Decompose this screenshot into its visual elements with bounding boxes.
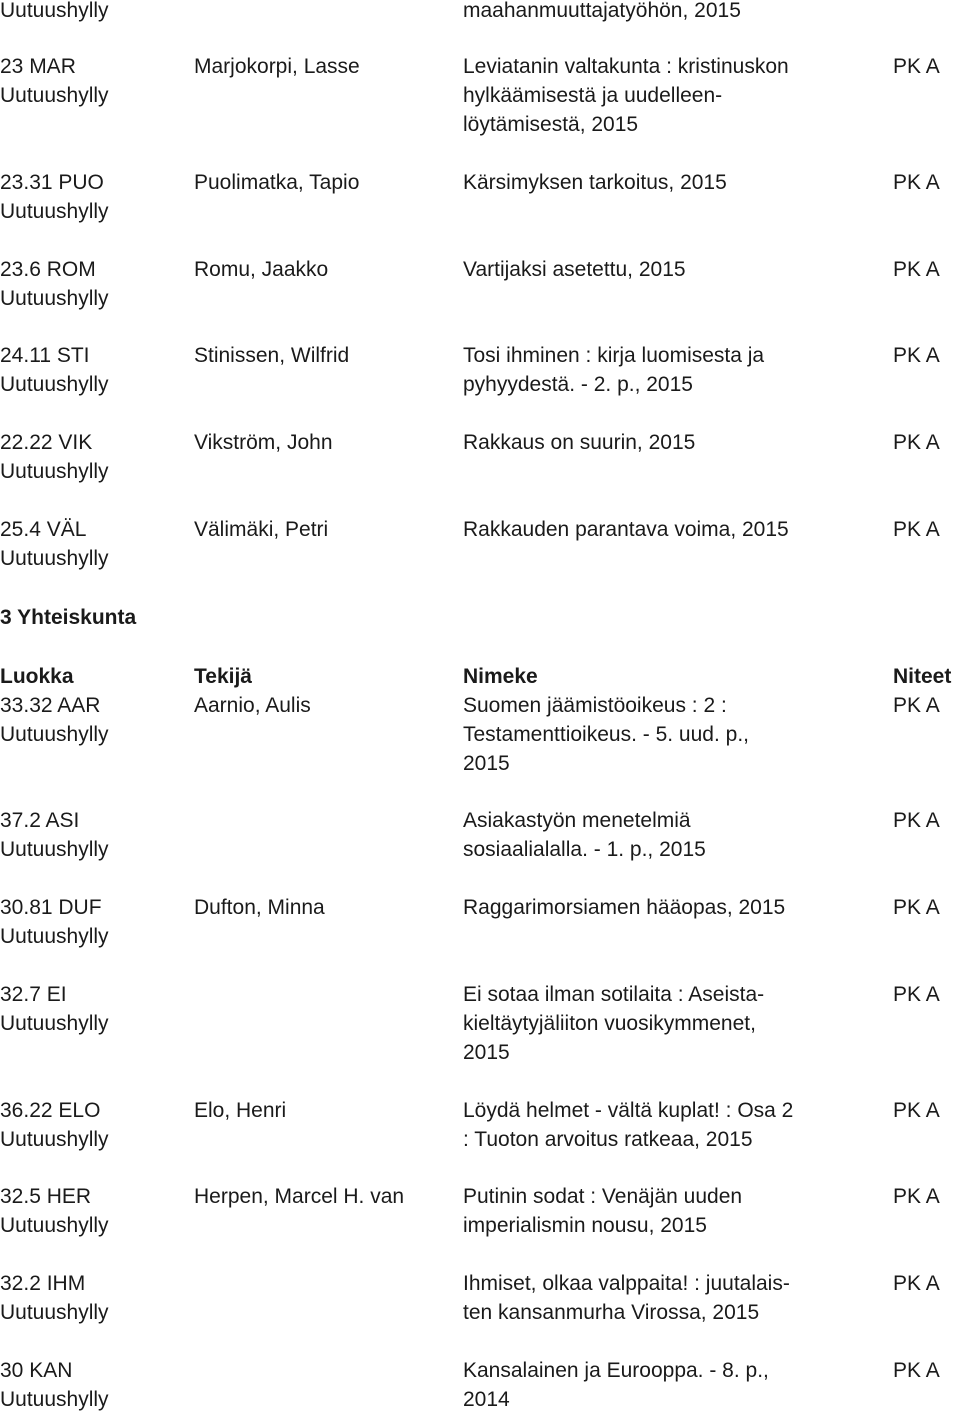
class-code: 30.81 DUF: [0, 896, 102, 919]
title-line: Ihmiset, olkaa valppaita! : juutalais-: [463, 1272, 790, 1295]
title-cell: [463, 1356, 843, 1414]
author-cell: Dufton, Minna: [194, 896, 325, 919]
catalog-row: [0, 255, 960, 313]
location-text: Uutuushylly: [0, 1012, 109, 1035]
title-cell: [463, 893, 843, 922]
title-line: Suomen jäämistöoikeus : 2 :: [463, 694, 727, 717]
title-line: Tosi ihminen : kirja luomisesta ja: [463, 344, 765, 367]
class-cell: [0, 1182, 185, 1240]
class-cell: [0, 1356, 185, 1414]
catalog-row: [0, 691, 960, 775]
class-cell: [0, 255, 185, 313]
location-text: Uutuushylly: [0, 287, 109, 310]
catalog-row: [0, 1269, 960, 1327]
title-line: Rakkaus on suurin, 2015: [463, 431, 696, 454]
class-cell: [0, 893, 185, 951]
notes-cell: PK A: [893, 344, 940, 367]
catalog-row: [0, 1182, 960, 1240]
catalog-row: [0, 52, 960, 136]
title-cell: [463, 1269, 843, 1327]
class-cell: [0, 691, 185, 749]
title-cell: [463, 1182, 843, 1240]
location-text: Uutuushylly: [0, 1214, 109, 1237]
title-cell: [463, 980, 843, 1067]
title-line: Raggarimorsiamen hääopas, 2015: [463, 896, 786, 919]
location-text: Uutuushylly: [0, 84, 109, 107]
title-line: 2015: [463, 752, 510, 775]
location-cell: [0, 0, 185, 25]
header-title: Nimeke: [463, 665, 538, 688]
title-cell: [463, 806, 843, 864]
class-cell: [0, 980, 185, 1038]
class-cell: [0, 515, 185, 573]
title-line: ten kansanmurha Virossa, 2015: [463, 1301, 760, 1324]
title-line: hylkäämisestä ja uudelleen-: [463, 84, 723, 107]
catalog-row: [0, 515, 960, 573]
title-cell: [463, 52, 843, 139]
class-cell: [0, 52, 185, 110]
title-line: kieltäytyjäliiton vuosikymmenet,: [463, 1012, 756, 1035]
title-line: Vartijaksi asetettu, 2015: [463, 258, 686, 281]
author-cell: Aarnio, Aulis: [194, 694, 311, 717]
notes-cell: PK A: [893, 171, 940, 194]
notes-cell: PK A: [893, 55, 940, 78]
catalog-row: [0, 1096, 960, 1154]
notes-cell: PK A: [893, 1272, 940, 1295]
title-line: sosiaalialalla. - 1. p., 2015: [463, 838, 706, 861]
title-cell: [463, 255, 843, 284]
catalog-row-partial: [0, 0, 960, 54]
title-line: imperialismin nousu, 2015: [463, 1214, 707, 1237]
title-cell: [463, 515, 843, 544]
class-code: 33.32 AAR: [0, 694, 101, 717]
title-cell: [463, 341, 843, 399]
title-line: Asiakastyön menetelmiä: [463, 809, 691, 832]
author-cell: Elo, Henri: [194, 1099, 287, 1122]
location-text: Uutuushylly: [0, 1388, 109, 1411]
notes-cell: PK A: [893, 809, 940, 832]
catalog-row: [0, 980, 960, 1064]
location-text: Uutuushylly: [0, 373, 109, 396]
class-code: 36.22 ELO: [0, 1099, 101, 1122]
title-line: 2014: [463, 1388, 510, 1411]
catalog-row: [0, 806, 960, 864]
notes-cell: PK A: [893, 983, 940, 1006]
class-code: 32.5 HER: [0, 1185, 92, 1208]
title-cell: [463, 168, 843, 197]
section-title: 3 Yhteiskunta: [0, 606, 137, 629]
author-cell: Puolimatka, Tapio: [194, 171, 360, 194]
catalog-row: [0, 1356, 960, 1414]
class-code: 32.7 EI: [0, 983, 67, 1006]
location-text: Uutuushylly: [0, 0, 109, 22]
title-line: löytämisestä, 2015: [463, 113, 639, 136]
title-line: maahanmuuttajatyöhön, 2015: [463, 0, 741, 22]
notes-cell: PK A: [893, 258, 940, 281]
class-cell: [0, 428, 185, 486]
catalog-row: [0, 168, 960, 226]
title-cell: [463, 1096, 843, 1154]
author-cell: Vikström, John: [194, 431, 333, 454]
title-line: pyhyydestä. - 2. p., 2015: [463, 373, 693, 396]
author-cell: Herpen, Marcel H. van: [194, 1185, 405, 1208]
class-cell: [0, 1096, 185, 1154]
header-author: Tekijä: [194, 665, 252, 688]
title-line: Kansalainen ja Eurooppa. - 8. p.,: [463, 1359, 769, 1382]
location-text: Uutuushylly: [0, 723, 109, 746]
class-code: 23.31 PUO: [0, 171, 104, 194]
class-cell: [0, 1269, 185, 1327]
title-line: Löydä helmet - vältä kuplat! : Osa 2: [463, 1099, 794, 1122]
class-code: 24.11 STI: [0, 344, 90, 367]
title-line: Putinin sodat : Venäjän uuden: [463, 1185, 743, 1208]
location-text: Uutuushylly: [0, 1128, 109, 1151]
title-line: 2015: [463, 1041, 510, 1064]
class-code: 32.2 IHM: [0, 1272, 86, 1295]
author-cell: Romu, Jaakko: [194, 258, 329, 281]
notes-cell: PK A: [893, 518, 940, 541]
location-text: Uutuushylly: [0, 925, 109, 948]
title-cell: [463, 0, 843, 25]
header-notes: Niteet: [893, 665, 952, 688]
class-code: 30 KAN: [0, 1359, 73, 1382]
notes-cell: PK A: [893, 431, 940, 454]
notes-cell: PK A: [893, 896, 940, 919]
title-line: Testamenttioikeus. - 5. uud. p.,: [463, 723, 749, 746]
location-text: Uutuushylly: [0, 200, 109, 223]
notes-cell: PK A: [893, 1099, 940, 1122]
title-line: Kärsimyksen tarkoitus, 2015: [463, 171, 727, 194]
notes-cell: PK A: [893, 1185, 940, 1208]
title-line: : Tuoton arvoitus ratkeaa, 2015: [463, 1128, 753, 1151]
location-text: Uutuushylly: [0, 460, 109, 483]
title-cell: [463, 428, 843, 457]
class-code: 22.22 VIK: [0, 431, 93, 454]
location-text: Uutuushylly: [0, 838, 109, 861]
class-code: 23.6 ROM: [0, 258, 96, 281]
class-code: 23 MAR: [0, 55, 76, 78]
author-cell: Välimäki, Petri: [194, 518, 329, 541]
class-cell: [0, 341, 185, 399]
title-line: Leviatanin valtakunta : kristinuskon: [463, 55, 789, 78]
notes-cell: PK A: [893, 694, 940, 717]
author-cell: Marjokorpi, Lasse: [194, 55, 360, 78]
header-class: Luokka: [0, 665, 74, 688]
class-cell: [0, 806, 185, 864]
class-code: 37.2 ASI: [0, 809, 80, 832]
title-cell: [463, 691, 843, 778]
author-cell: Stinissen, Wilfrid: [194, 344, 350, 367]
catalog-row: [0, 893, 960, 951]
class-code: 25.4 VÄL: [0, 518, 87, 541]
title-line: Rakkauden parantava voima, 2015: [463, 518, 789, 541]
notes-cell: PK A: [893, 1359, 940, 1382]
catalog-row: [0, 428, 960, 486]
title-line: Ei sotaa ilman sotilaita : Aseista-: [463, 983, 765, 1006]
location-text: Uutuushylly: [0, 547, 109, 570]
class-cell: [0, 168, 185, 226]
location-text: Uutuushylly: [0, 1301, 109, 1324]
catalog-row: [0, 341, 960, 399]
